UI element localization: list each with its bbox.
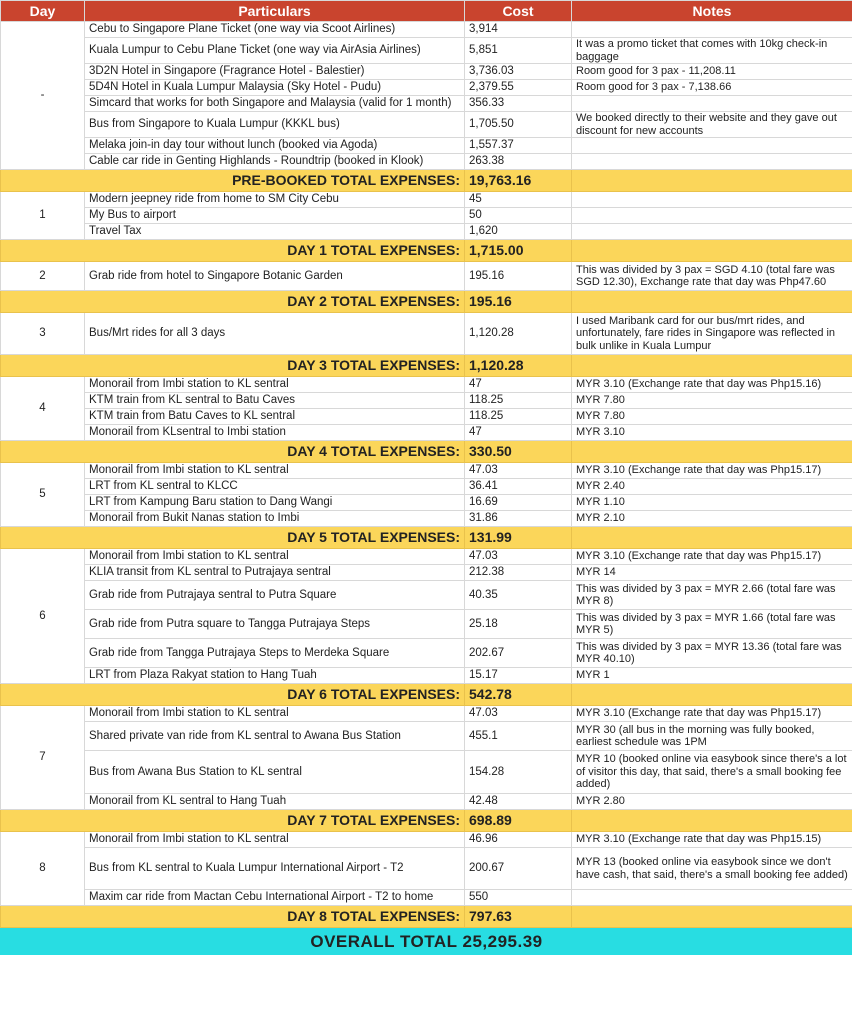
table-row	[1, 890, 852, 906]
particulars-cell: Monorail from Imbi station to KL sentral	[85, 832, 465, 848]
particulars-cell: Simcard that works for both Singapore and Malaysia (valid for 1 month)	[85, 96, 465, 112]
total-value: 542.78	[465, 684, 572, 706]
notes-cell: MYR 13 (booked online via easybook since we don't have cash, that said, there's a small booking fee added)	[572, 848, 852, 890]
notes-cell: MYR 2.80	[572, 794, 852, 810]
particulars-cell: Monorail from KL sentral to Hang Tuah	[85, 794, 465, 810]
cost-cell: 356.33	[465, 96, 572, 112]
table-row	[1, 479, 852, 495]
table-row	[1, 96, 852, 112]
table-row	[1, 313, 852, 355]
particulars-cell: Monorail from Imbi station to KL sentral	[85, 377, 465, 393]
cost-cell: 36.41	[465, 479, 572, 495]
particulars-cell: Bus from KL sentral to Kuala Lumpur International Airport - T2	[85, 848, 465, 890]
cost-cell: 3,736.03	[465, 64, 572, 80]
cost-cell: 47	[465, 425, 572, 441]
cost-cell: 31.86	[465, 511, 572, 527]
total-value: 330.50	[465, 441, 572, 463]
total-notes-empty	[572, 355, 852, 377]
total-label: DAY 4 TOTAL EXPENSES:	[1, 441, 465, 463]
cost-cell: 455.1	[465, 722, 572, 751]
cost-cell: 212.38	[465, 565, 572, 581]
particulars-cell: KTM train from KL sentral to Batu Caves	[85, 393, 465, 409]
particulars-cell: Grab ride from Putrajaya sentral to Putra Square	[85, 581, 465, 610]
overall-label: OVERALL TOTAL	[310, 931, 458, 951]
total-notes-empty	[572, 441, 852, 463]
particulars-cell: Monorail from Imbi station to KL sentral	[85, 706, 465, 722]
particulars-cell: Grab ride from hotel to Singapore Botanic Garden	[85, 262, 465, 291]
total-label: PRE-BOOKED TOTAL EXPENSES:	[1, 170, 465, 192]
table-row	[1, 565, 852, 581]
table-row	[1, 64, 852, 80]
cost-cell: 2,379.55	[465, 80, 572, 96]
total-notes-empty	[572, 810, 852, 832]
cost-cell: 200.67	[465, 848, 572, 890]
total-label: DAY 2 TOTAL EXPENSES:	[1, 291, 465, 313]
cost-cell: 118.25	[465, 409, 572, 425]
particulars-cell: Monorail from KLsentral to Imbi station	[85, 425, 465, 441]
cost-cell: 15.17	[465, 668, 572, 684]
table-row	[1, 262, 852, 291]
particulars-cell: Modern jeepney ride from home to SM City Cebu	[85, 192, 465, 208]
notes-cell: Room good for 3 pax - 11,208.11	[572, 64, 852, 80]
cost-cell: 40.35	[465, 581, 572, 610]
cost-cell: 47.03	[465, 706, 572, 722]
overall-row	[1, 928, 852, 955]
table-row	[1, 208, 852, 224]
total-row	[1, 355, 852, 377]
table-row	[1, 377, 852, 393]
particulars-cell: LRT from Kampung Baru station to Dang Wangi	[85, 495, 465, 511]
table-row	[1, 192, 852, 208]
notes-cell: MYR 1.10	[572, 495, 852, 511]
total-row	[1, 906, 852, 928]
notes-cell: This was divided by 3 pax = SGD 4.10 (total fare was SGD 12.30), Exchange rate that day was Php47.60	[572, 262, 852, 291]
notes-cell: MYR 14	[572, 565, 852, 581]
cost-cell: 25.18	[465, 610, 572, 639]
cost-cell: 1,705.50	[465, 112, 572, 138]
cost-cell: 118.25	[465, 393, 572, 409]
total-row	[1, 810, 852, 832]
total-row	[1, 684, 852, 706]
notes-cell: MYR 7.80	[572, 393, 852, 409]
particulars-cell: Monorail from Imbi station to KL sentral	[85, 463, 465, 479]
table-row	[1, 495, 852, 511]
table-row	[1, 706, 852, 722]
notes-cell: MYR 1	[572, 668, 852, 684]
cost-cell: 50	[465, 208, 572, 224]
notes-cell: This was divided by 3 pax = MYR 1.66 (total fare was MYR 5)	[572, 610, 852, 639]
day-cell: 8	[1, 832, 85, 906]
table-row	[1, 794, 852, 810]
total-value: 1,715.00	[465, 240, 572, 262]
notes-cell	[572, 224, 852, 240]
cost-cell: 1,557.37	[465, 138, 572, 154]
notes-cell: MYR 3.10 (Exchange rate that day was Php15.17)	[572, 549, 852, 565]
total-value: 797.63	[465, 906, 572, 928]
total-label: DAY 7 TOTAL EXPENSES:	[1, 810, 465, 832]
particulars-cell: Travel Tax	[85, 224, 465, 240]
notes-cell: This was divided by 3 pax = MYR 13.36 (total fare was MYR 40.10)	[572, 639, 852, 668]
cost-cell: 5,851	[465, 38, 572, 64]
total-value: 698.89	[465, 810, 572, 832]
notes-cell: MYR 30 (all bus in the morning was fully booked, earliest schedule was 1PM	[572, 722, 852, 751]
particulars-cell: Bus from Singapore to Kuala Lumpur (KKKL bus)	[85, 112, 465, 138]
table-row	[1, 751, 852, 794]
notes-cell	[572, 22, 852, 38]
particulars-cell: LRT from KL sentral to KLCC	[85, 479, 465, 495]
total-label: DAY 8 TOTAL EXPENSES:	[1, 906, 465, 928]
particulars-cell: Monorail from Imbi station to KL sentral	[85, 549, 465, 565]
notes-cell: MYR 2.10	[572, 511, 852, 527]
header-cost: Cost	[465, 1, 572, 22]
table-row	[1, 581, 852, 610]
notes-cell	[572, 890, 852, 906]
total-row	[1, 240, 852, 262]
total-row	[1, 441, 852, 463]
total-value: 19,763.16	[465, 170, 572, 192]
total-row	[1, 170, 852, 192]
table-row	[1, 112, 852, 138]
total-value: 131.99	[465, 527, 572, 549]
cost-cell: 550	[465, 890, 572, 906]
particulars-cell: Cable car ride in Genting Highlands - Roundtrip (booked in Klook)	[85, 154, 465, 170]
notes-cell: MYR 3.10 (Exchange rate that day was Php15.16)	[572, 377, 852, 393]
notes-cell	[572, 138, 852, 154]
cost-cell: 16.69	[465, 495, 572, 511]
particulars-cell: LRT from Plaza Rakyat station to Hang Tuah	[85, 668, 465, 684]
table-row	[1, 425, 852, 441]
notes-cell: MYR 2.40	[572, 479, 852, 495]
notes-cell: MYR 3.10 (Exchange rate that day was Php15.17)	[572, 463, 852, 479]
notes-cell: This was divided by 3 pax = MYR 2.66 (total fare was MYR 8)	[572, 581, 852, 610]
table-row	[1, 511, 852, 527]
particulars-cell: Cebu to Singapore Plane Ticket (one way via Scoot Airlines)	[85, 22, 465, 38]
table-row	[1, 80, 852, 96]
table-row	[1, 224, 852, 240]
total-row	[1, 527, 852, 549]
cost-cell: 47.03	[465, 463, 572, 479]
total-value: 1,120.28	[465, 355, 572, 377]
cost-cell: 154.28	[465, 751, 572, 794]
particulars-cell: Grab ride from Tangga Putrajaya Steps to Merdeka Square	[85, 639, 465, 668]
day-cell: 5	[1, 463, 85, 527]
table-row	[1, 639, 852, 668]
particulars-cell: Bus from Awana Bus Station to KL sentral	[85, 751, 465, 794]
cost-cell: 47	[465, 377, 572, 393]
day-cell: 6	[1, 549, 85, 684]
notes-cell	[572, 192, 852, 208]
day-cell: 1	[1, 192, 85, 240]
cost-cell: 3,914	[465, 22, 572, 38]
particulars-cell: Grab ride from Putra square to Tangga Putrajaya Steps	[85, 610, 465, 639]
day-cell: 4	[1, 377, 85, 441]
header-row	[1, 1, 852, 22]
table-row	[1, 549, 852, 565]
notes-cell: MYR 3.10 (Exchange rate that day was Php15.17)	[572, 706, 852, 722]
table-row	[1, 409, 852, 425]
cost-cell: 45	[465, 192, 572, 208]
total-notes-empty	[572, 527, 852, 549]
table-row	[1, 38, 852, 64]
notes-cell	[572, 208, 852, 224]
particulars-cell: Maxim car ride from Mactan Cebu International Airport - T2 to home	[85, 890, 465, 906]
cost-cell: 46.96	[465, 832, 572, 848]
particulars-cell: Monorail from Bukit Nanas station to Imbi	[85, 511, 465, 527]
notes-cell	[572, 96, 852, 112]
total-label: DAY 6 TOTAL EXPENSES:	[1, 684, 465, 706]
total-notes-empty	[572, 240, 852, 262]
total-notes-empty	[572, 684, 852, 706]
notes-cell: MYR 7.80	[572, 409, 852, 425]
cost-cell: 202.67	[465, 639, 572, 668]
overall-value: 25,295.39	[462, 931, 543, 951]
table-row	[1, 138, 852, 154]
header-particulars: Particulars	[85, 1, 465, 22]
particulars-cell: My Bus to airport	[85, 208, 465, 224]
total-notes-empty	[572, 291, 852, 313]
table-row	[1, 463, 852, 479]
notes-cell	[572, 154, 852, 170]
particulars-cell: KTM train from Batu Caves to KL sentral	[85, 409, 465, 425]
particulars-cell: Kuala Lumpur to Cebu Plane Ticket (one way via AirAsia Airlines)	[85, 38, 465, 64]
particulars-cell: 3D2N Hotel in Singapore (Fragrance Hotel - Balestier)	[85, 64, 465, 80]
cost-cell: 263.38	[465, 154, 572, 170]
table-row	[1, 668, 852, 684]
notes-cell: I used Maribank card for our bus/mrt rides, and unfortunately, fare rides in Singapore was reflected in bulk unlike in Kuala Lumpur	[572, 313, 852, 355]
overall-cell	[1, 928, 852, 955]
total-value: 195.16	[465, 291, 572, 313]
particulars-cell: KLIA transit from KL sentral to Putrajaya sentral	[85, 565, 465, 581]
table-row	[1, 722, 852, 751]
table-row	[1, 154, 852, 170]
particulars-cell: Bus/Mrt rides for all 3 days	[85, 313, 465, 355]
particulars-cell: 5D4N Hotel in Kuala Lumpur Malaysia (Sky Hotel - Pudu)	[85, 80, 465, 96]
notes-cell: We booked directly to their website and they gave out discount for new accounts	[572, 112, 852, 138]
table-row	[1, 22, 852, 38]
notes-cell: It was a promo ticket that comes with 10kg check-in baggage	[572, 38, 852, 64]
notes-cell: MYR 3.10 (Exchange rate that day was Php15.15)	[572, 832, 852, 848]
cost-cell: 47.03	[465, 549, 572, 565]
total-notes-empty	[572, 906, 852, 928]
total-row	[1, 291, 852, 313]
particulars-cell: Melaka join-in day tour without lunch (booked via Agoda)	[85, 138, 465, 154]
table-row	[1, 848, 852, 890]
table-row	[1, 610, 852, 639]
table-row	[1, 832, 852, 848]
total-label: DAY 3 TOTAL EXPENSES:	[1, 355, 465, 377]
total-notes-empty	[572, 170, 852, 192]
total-label: DAY 5 TOTAL EXPENSES:	[1, 527, 465, 549]
day-cell: 2	[1, 262, 85, 291]
header-notes: Notes	[572, 1, 852, 22]
cost-cell: 195.16	[465, 262, 572, 291]
cost-cell: 1,120.28	[465, 313, 572, 355]
day-cell: 3	[1, 313, 85, 355]
day-cell: -	[1, 22, 85, 170]
table-body	[1, 22, 852, 955]
table-row	[1, 393, 852, 409]
cost-cell: 42.48	[465, 794, 572, 810]
header-day: Day	[1, 1, 85, 22]
notes-cell: MYR 3.10	[572, 425, 852, 441]
cost-cell: 1,620	[465, 224, 572, 240]
particulars-cell: Shared private van ride from KL sentral to Awana Bus Station	[85, 722, 465, 751]
notes-cell: Room good for 3 pax - 7,138.66	[572, 80, 852, 96]
total-label: DAY 1 TOTAL EXPENSES:	[1, 240, 465, 262]
notes-cell: MYR 10 (booked online via easybook since there's a lot of visitor this day, that said, there's a small booking fee added)	[572, 751, 852, 794]
day-cell: 7	[1, 706, 85, 810]
